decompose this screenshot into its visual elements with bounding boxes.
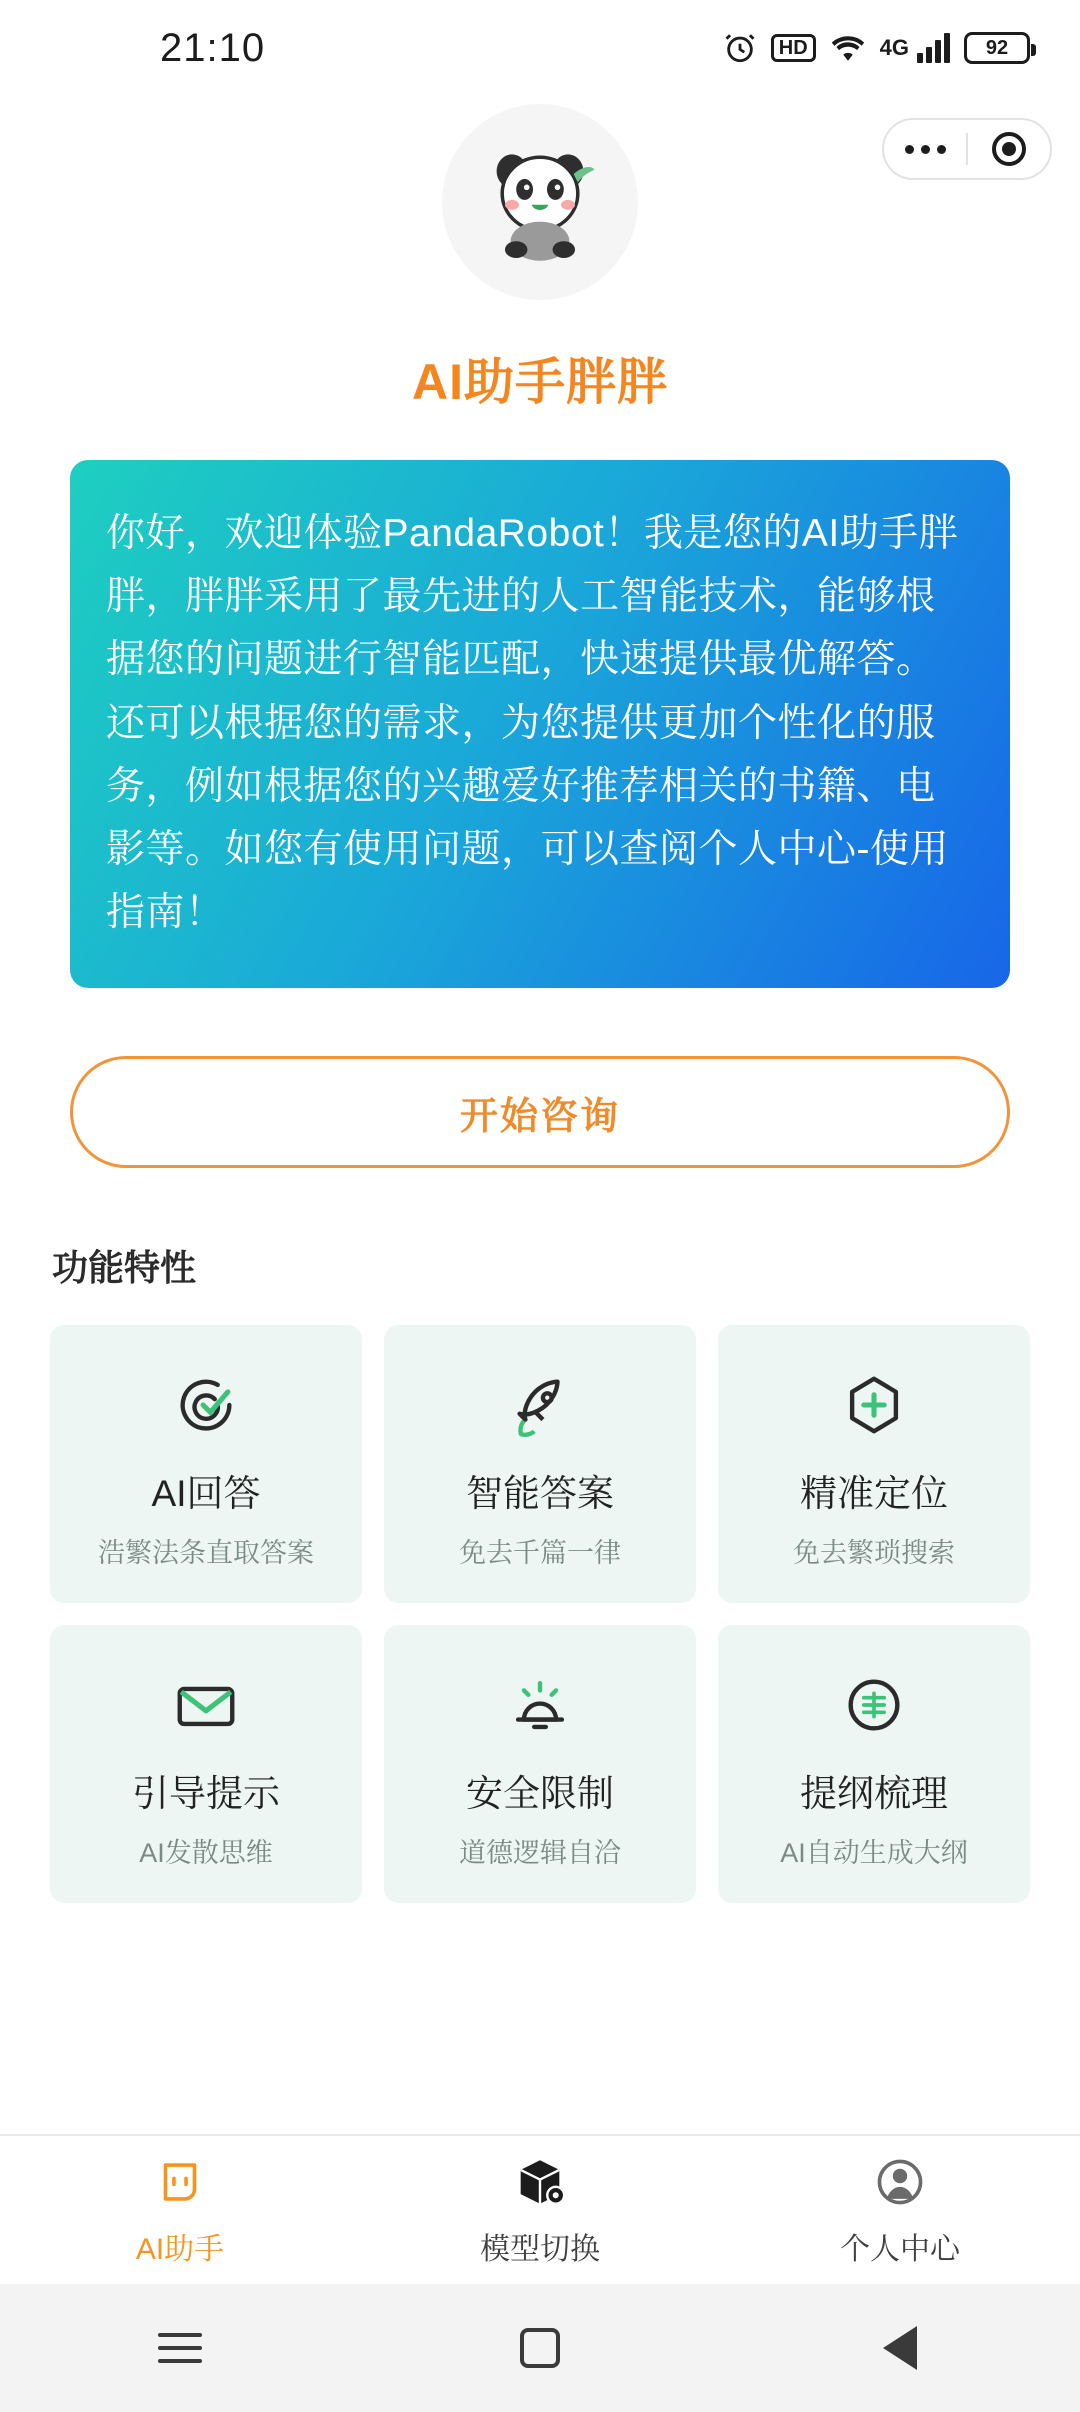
signal-bars-icon <box>917 33 950 63</box>
status-icons <box>723 31 1030 65</box>
panda-avatar-icon <box>470 132 610 272</box>
intro-card: 你好，欢迎体验PandaRobot！我是您的AI助手胖胖，胖胖采用了最先进的人工智能技术，能够根据您的问题进行智能匹配，快速提供最优解答。还可以根据您的需求，为您提供更加个性化的服务，例如根据您的兴趣爱好推荐相关的书籍、电影等。如您有使用问题，可以查阅个人中心-使用指南！ <box>70 460 1010 988</box>
model-switch-cube-icon <box>511 2153 569 2216</box>
tab-ai-assistant[interactable] <box>0 2136 360 2284</box>
target-circle-icon <box>992 132 1026 166</box>
hd-icon: HD <box>771 34 816 62</box>
menu-icon <box>158 2333 202 2363</box>
more-dots-icon <box>905 145 946 154</box>
start-consult-button[interactable]: 开始咨询 <box>70 1056 1010 1168</box>
android-nav-bar <box>0 2284 1080 2412</box>
envelope-icon <box>171 1659 241 1751</box>
close-button[interactable] <box>968 120 1050 178</box>
tab-model-switch[interactable] <box>360 2136 720 2284</box>
rocket-icon <box>505 1359 575 1451</box>
feature-card[interactable] <box>718 1325 1030 1603</box>
battery-icon <box>964 32 1030 64</box>
home-button[interactable] <box>480 2308 600 2388</box>
feature-card[interactable] <box>384 1625 696 1903</box>
circle-grid-icon <box>839 1659 909 1751</box>
feature-title: 引导提示 <box>132 1772 280 1814</box>
back-button[interactable] <box>840 2308 960 2388</box>
ai-assistant-icon <box>151 2153 209 2216</box>
feature-subtitle: AI自动生成大纲 <box>780 1837 968 1868</box>
feature-card[interactable] <box>50 1625 362 1903</box>
feature-subtitle: 免去千篇一律 <box>459 1537 621 1568</box>
network-type-label: 4G <box>879 35 909 60</box>
tab-profile[interactable] <box>720 2136 1080 2284</box>
avatar <box>442 104 638 300</box>
feature-title: 安全限制 <box>466 1772 614 1814</box>
feature-subtitle: AI发散思维 <box>139 1837 273 1868</box>
feature-title: 提纲梳理 <box>800 1772 948 1814</box>
miniprogram-capsule[interactable] <box>882 118 1052 180</box>
alarm-icon <box>723 31 757 65</box>
page-title: AI助手胖胖 <box>412 354 668 410</box>
feature-title: 精准定位 <box>800 1472 948 1514</box>
feature-title: 智能答案 <box>466 1472 614 1514</box>
tab-label: AI助手 <box>135 2232 225 2266</box>
feature-card[interactable] <box>718 1625 1030 1903</box>
recents-button[interactable] <box>120 2308 240 2388</box>
target-check-icon <box>171 1359 241 1451</box>
feature-title: AI回答 <box>151 1472 261 1514</box>
status-time: 21:10 <box>160 25 266 70</box>
feature-subtitle: 浩繁法条直取答案 <box>98 1537 314 1568</box>
status-bar <box>0 0 1080 96</box>
feature-card[interactable] <box>50 1325 362 1603</box>
home-square-icon <box>520 2328 560 2368</box>
tab-label: 个人中心 <box>840 2232 960 2266</box>
hexagon-plus-icon <box>839 1359 909 1451</box>
back-triangle-icon <box>883 2326 917 2370</box>
alarm-lamp-icon <box>505 1659 575 1751</box>
feature-subtitle: 道德逻辑自洽 <box>459 1837 621 1868</box>
wifi-icon <box>830 33 866 63</box>
more-button[interactable] <box>884 120 966 178</box>
person-circle-icon <box>871 2153 929 2216</box>
bottom-tab-bar <box>0 2134 1080 2284</box>
feature-subtitle: 免去繁琐搜索 <box>793 1537 955 1568</box>
tab-label: 模型切换 <box>480 2232 600 2266</box>
features-section-title: 功能特性 <box>52 1247 197 1289</box>
feature-card[interactable] <box>384 1325 696 1603</box>
battery-level: 92 <box>985 36 1009 59</box>
features-grid <box>50 1325 1030 1903</box>
